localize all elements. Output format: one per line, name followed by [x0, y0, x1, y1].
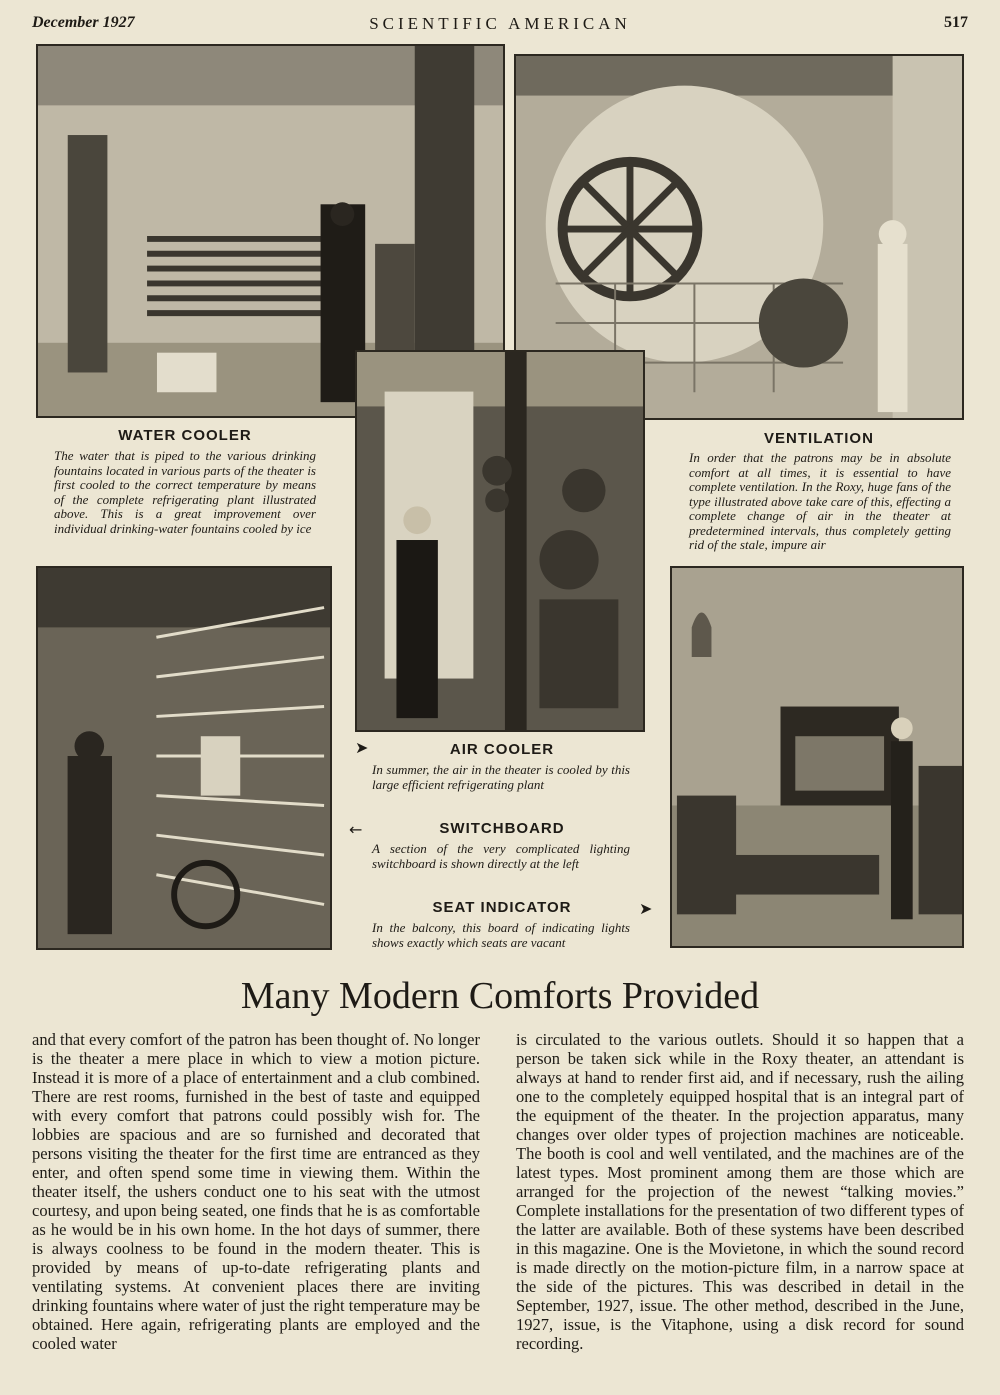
- article-column-2: [516, 1030, 964, 1353]
- water-cooler-caption-title: WATER COOLER: [118, 427, 252, 444]
- switchboard-photo: [36, 566, 332, 950]
- article-column-1: [32, 1030, 480, 1353]
- left-arrow-icon: ←: [349, 820, 363, 839]
- magazine-title: SCIENTIFIC AMERICAN: [369, 14, 631, 33]
- column-2-text: is circulated to the various outlets. Should it so happen that a person be taken sick while in the Roxy theater, an attendant is always at hand to render first aid, and if necessary, rush the ailing one to the completely equipped hospital that is an integral part of the equipment of the theater. In the projection apparatus, many changes over older types of projection machines are noticeable. The booth is cool and well ventilated, and the machines are of the latest types. Most prominent among them are those which are arranged for the projection of the newest “talking movies.” Complete installations for the presentation of two different types of the latter are available. Both of these systems have been described in this magazine. One is the Movietone, in which the sound record is made directly on the motion-picture film, in a narrow space at the side of the pictures. This was described in detail in the September, 1927, issue. The other method, described in the June, 1927, issue, is the Vitaphone, using a disk record for sound recording.: [516, 1030, 964, 1353]
- article-headline: Many Modern Comforts Provided: [240, 975, 760, 1017]
- page-number: 517: [944, 14, 968, 31]
- right-arrow-icon: ➤: [639, 899, 653, 918]
- up-arrow-icon: ➤: [355, 738, 369, 757]
- water-cooler-caption-text: The water that is piped to the various drinking fountains located in various parts of the theater is first cooled to the correct temperature by means of the complete refrigerating plant illustrated above. This is a great improvement over individual drinking-water fountains cooled by ice: [54, 448, 316, 536]
- air-cooler-caption-title: AIR COOLER: [449, 741, 555, 758]
- air-cooler-caption-text: In summer, the air in the theater is cooled by this large efficient refrigerating plant: [372, 762, 630, 792]
- seat-indicator-caption-title: SEAT INDICATOR: [432, 899, 572, 916]
- ventilation-caption-text: In order that the patrons may be in absolute comfort at all times, it is essential to have complete ventilation. In the Roxy, huge fans of the type illustrated above take care of this, effecting a complete change of air in the theater at predetermined intervals, thus completely getting rid of the stale, impure air: [689, 450, 951, 552]
- seat-indicator-caption-text: In the balcony, this board of indicating lights shows exactly which seats are vacant: [372, 920, 630, 950]
- issue-date: December 1927: [32, 14, 135, 31]
- air-cooler-photo: [355, 350, 645, 732]
- column-1-text: and that every comfort of the patron has been thought of. No longer is the theater a mere place in which to view a motion picture. Instead it is more of a place of entertainment and a club combined. There are rest rooms, furnished in the best of taste and equipped with every comfort that patrons could possibly wish for. The lobbies are spacious and are so furnished and decorated that persons visiting the theater for the first time are entranced as they enter, and often spend some time in viewing them. Within the theater itself, the ushers conduct one to his seat with the utmost courtesy, and upon being seated, one finds that he is as comfortable as he would be in his own home. In the hot days of summer, there is always coolness to be found in the modern theater. This is provided by means of up-to-date refrigerating plants and ventilating systems. At convenient places there are inviting drinking fountains where water of just the right temperature may be obtained. Here again, refrigerating plants are employed and the cooled water: [32, 1030, 480, 1353]
- ventilation-caption-title: VENTILATION: [764, 430, 874, 447]
- seat-indicator-photo: [670, 566, 964, 948]
- switchboard-caption-text: A section of the very complicated lighting switchboard is shown directly at the left: [372, 841, 630, 871]
- switchboard-caption-title: SWITCHBOARD: [439, 820, 565, 837]
